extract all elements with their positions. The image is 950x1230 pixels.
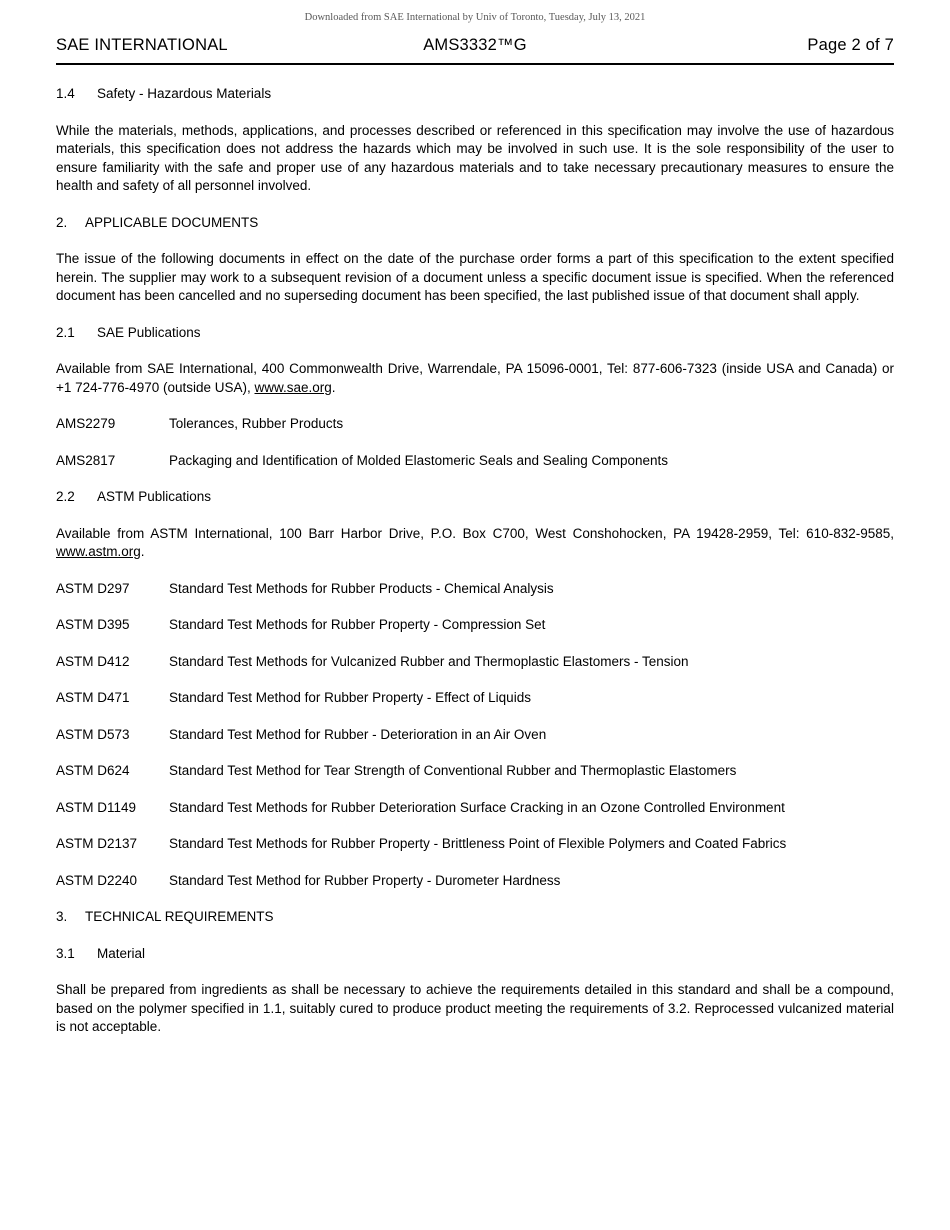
reference-code: AMS2279 [56, 416, 116, 431]
reference-item-ams2279 [56, 415, 894, 434]
reference-code: AMS2817 [56, 452, 116, 468]
reference-item-astm-d1149 [56, 799, 894, 818]
reference-code: ASTM D297 [56, 580, 130, 596]
section-number: 3. [56, 909, 68, 924]
reference-title: Tolerances, Rubber Products [169, 416, 344, 431]
section-title: APPLICABLE DOCUMENTS [85, 214, 259, 230]
section-heading-3-1 [56, 945, 894, 964]
paragraph-material: Shall be prepared from ingredients as shall be necessary to achieve the requirements detailed in this standard and shall be a compound, based on the polymer specified in 1.1, suitably cured to produce product meeting the requirements of 3.2. Reprocessed vulcanized material is not acceptable. [56, 982, 894, 1034]
page-header [56, 36, 894, 65]
reference-code: ASTM D2137 [56, 836, 138, 851]
header-doc-id: AMS3332™G [423, 36, 527, 54]
reference-code: ASTM D471 [56, 690, 130, 705]
paragraph-text: . [331, 379, 336, 395]
section-heading-3 [56, 908, 894, 927]
reference-item-astm-d412 [56, 653, 894, 672]
section-heading-2-1 [56, 324, 894, 343]
reference-code: ASTM D395 [56, 617, 130, 632]
reference-title: Standard Test Methods for Rubber Deterioration Surface Cracking in an Ozone Controlled Environment [169, 799, 785, 815]
reference-title: Standard Test Method for Rubber Property - Durometer Hardness [169, 872, 561, 888]
reference-title: Packaging and Identification of Molded Elastomeric Seals and Sealing Components [169, 452, 669, 468]
reference-item-astm-d395 [56, 616, 894, 635]
reference-item-astm-d2240 [56, 872, 894, 891]
paragraph-applicable-documents: The issue of the following documents in effect on the date of the purchase order forms a part of this specification to the extent specified herein. The supplier may work to a subsequent revision of a document unless a specific document issue is specified. When the referenced document has been cancelled and no superseding document has been specified, the last published issue of that document shall apply. [56, 251, 894, 303]
document-body [56, 65, 894, 1037]
sae-org-link[interactable]: www.sae.org [254, 379, 332, 395]
paragraph-text: Available from ASTM International, 100 Barr Harbor Drive, P.O. Box C700, West Conshohocken, PA 19428-2959, Tel: 610-832-9585, [56, 525, 894, 541]
reference-code: ASTM D624 [56, 763, 130, 778]
reference-code: ASTM D2240 [56, 872, 138, 888]
reference-title: Standard Test Methods for Rubber Property - Brittleness Point of Flexible Polymers and Coated Fabrics [169, 836, 787, 851]
reference-item-astm-d2137 [56, 835, 894, 854]
reference-title: Standard Test Methods for Rubber Property - Compression Set [169, 617, 546, 632]
header-org: SAE INTERNATIONAL [56, 36, 228, 54]
reference-code: ASTM D573 [56, 726, 130, 742]
reference-item-astm-d624 [56, 762, 894, 781]
section-number: 3.1 [56, 945, 75, 961]
section-number: 2.2 [56, 489, 75, 504]
reference-item-astm-d573 [56, 726, 894, 745]
paragraph-text: Available from SAE International, 400 Commonwealth Drive, Warrendale, PA 15096-0001, Tel: 877-606-7323 (inside USA and Canada) or +1 724-776-4970 (outside USA), [56, 361, 894, 395]
section-number: 2. [56, 214, 68, 230]
section-title: SAE Publications [97, 324, 201, 340]
reference-item-astm-d471 [56, 689, 894, 708]
section-heading-2 [56, 214, 894, 233]
reference-title: Standard Test Method for Rubber - Deterioration in an Air Oven [169, 726, 547, 742]
section-title: ASTM Publications [97, 489, 212, 504]
reference-title: Standard Test Method for Tear Strength of Conventional Rubber and Thermoplastic Elastomers [169, 763, 737, 778]
section-title: Safety - Hazardous Materials [97, 86, 272, 101]
section-number: 1.4 [56, 86, 75, 101]
section-number: 2.1 [56, 324, 75, 340]
paragraph-astm-availability [56, 525, 894, 562]
reference-code: ASTM D1149 [56, 799, 137, 815]
reference-title: Standard Test Methods for Vulcanized Rubber and Thermoplastic Elastomers - Tension [169, 653, 689, 669]
reference-item-ams2817 [56, 452, 894, 471]
paragraph-hazardous-materials: While the materials, methods, applications, and processes described or referenced in this specification may involve the use of hazardous materials, this specification does not address the hazards which may be involved in such use. It is the sole responsibility of the user to ensure familiarity with the safe and proper use of any hazardous materials and to take necessary precautionary measures to ensure the health and safety of all personnel involved. [56, 122, 894, 193]
download-notice: Downloaded from SAE International by Univ of Toronto, Tuesday, July 13, 2021 [304, 12, 646, 23]
section-heading-1-4 [56, 85, 894, 104]
header-page-number: Page 2 of 7 [807, 36, 894, 54]
reference-item-astm-d297 [56, 580, 894, 599]
section-title: TECHNICAL REQUIREMENTS [85, 909, 274, 924]
astm-org-link[interactable]: www.astm.org [56, 544, 141, 559]
reference-title: Standard Test Methods for Rubber Products - Chemical Analysis [169, 580, 554, 596]
section-title: Material [97, 945, 146, 961]
paragraph-sae-availability [56, 360, 894, 397]
reference-title: Standard Test Method for Rubber Property - Effect of Liquids [169, 690, 531, 705]
reference-code: ASTM D412 [56, 653, 130, 669]
paragraph-text: . [140, 544, 145, 559]
section-heading-2-2 [56, 488, 894, 507]
